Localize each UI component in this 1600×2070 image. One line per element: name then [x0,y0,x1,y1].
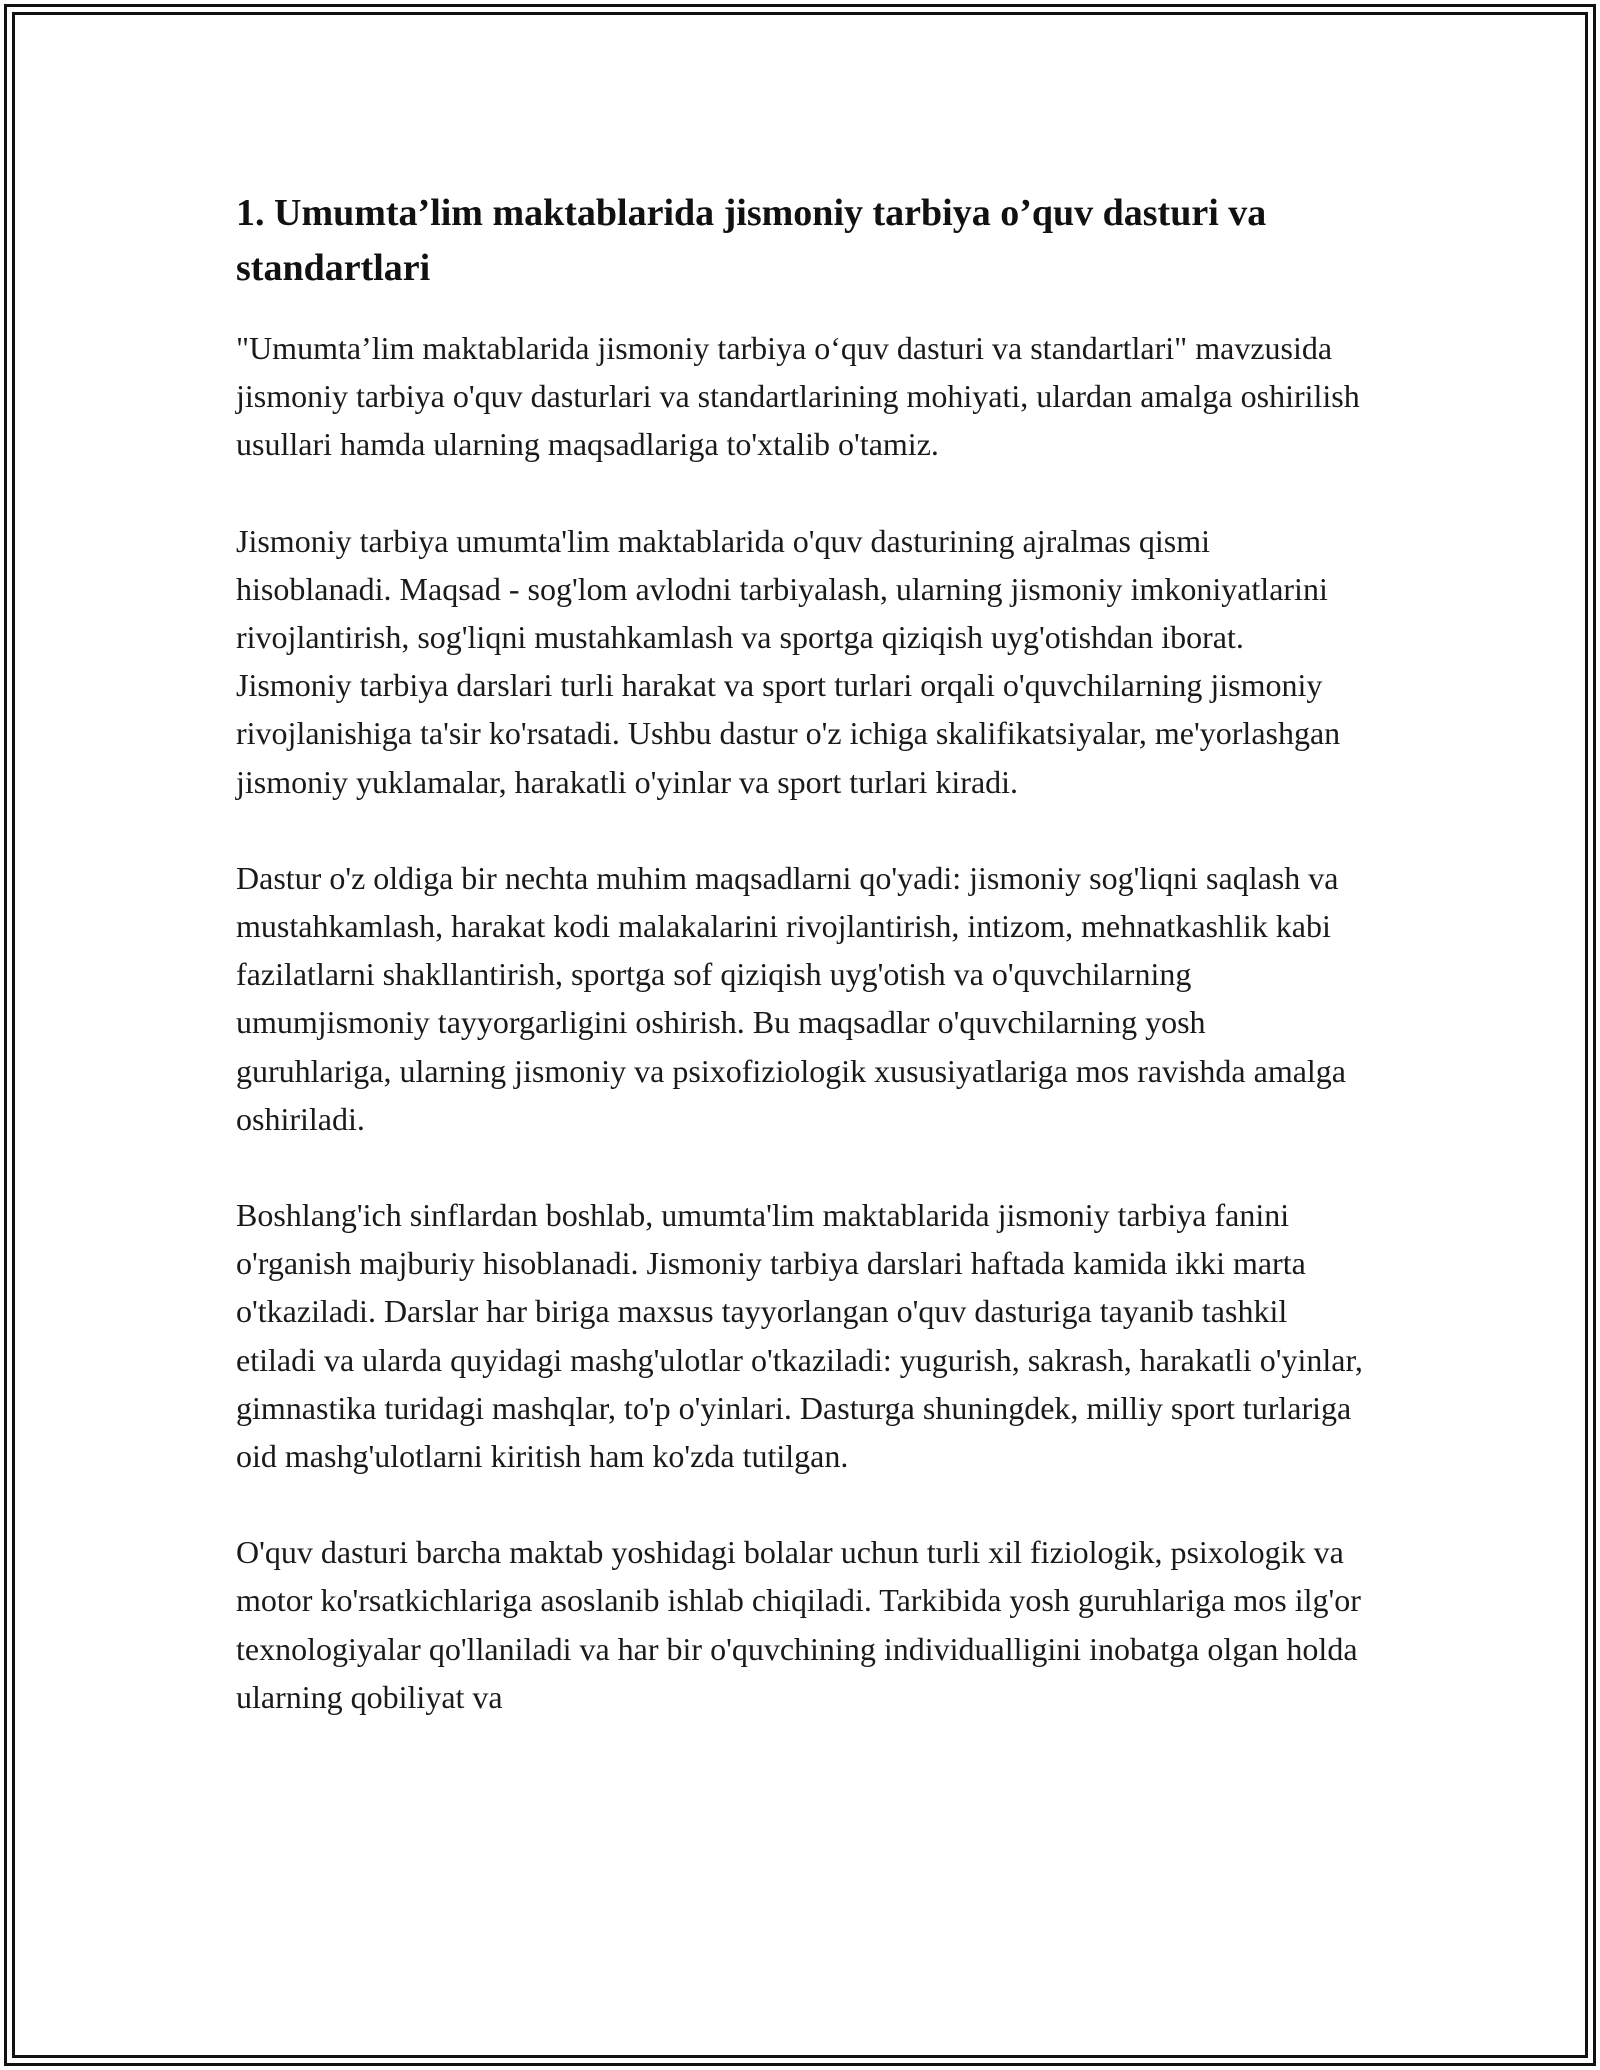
paragraph: Dastur o'z oldiga bir nechta muhim maqsadlarni qo'yadi: jismoniy sog'liqni saqlash va mustahkamlash, harakat kodi malakalarini rivojlantirish, intizom, mehnatkashlik kabi fazilatlarni shakllantirish, sportga sof qiziqish uyg'otish va o'quvchilarning umumjismoniy tayyorgarligini oshirish. Bu maqsadlar o'quvchilarning yosh guruhlariga, ularning jismoniy va psixofiziologik xususiyatlariga mos ravishda amalga oshiriladi. [236,859,1346,1137]
paragraph: "Umumta’lim maktablarida jismoniy tarbiya o‘quv dasturi va standartlari" mavzusida jismoniy tarbiya o'quv dasturlari va standartlarining mohiyati, ulardan amalga oshirilish usullari hamda ularning maqsadlariga to'xtalib o'tamiz. [236,330,1360,463]
document-body [236,186,1366,1769]
document-title: 1. Umumta’lim maktablarida jismoniy tarbiya o’quv dasturi va standartlari [236,192,1267,289]
paragraph: O'quv dasturi barcha maktab yoshidagi bolalar uchun turli xil fiziologik, psixologik va motor ko'rsatkichlariga asoslanib ishlab chiqiladi. Tarkibida yosh guruhlariga mos ilg'or texnologiyalar qo'llaniladi va har bir o'quvchining individualligini inobatga olgan holda ularning qobiliyat va [236,1534,1361,1715]
paragraph: Jismoniy tarbiya umumta'lim maktablarida o'quv dasturining ajralmas qismi hisoblanadi. Maqsad - sog'lom avlodni tarbiyalash, ularning jismoniy imkoniyatlarini rivojlantirish, sog'liqni mustahkamlash va sportga qiziqish uyg'otishdan iborat. Jismoniy tarbiya darslari turli harakat va sport turlari orqali o'quvchilarning jismoniy rivojlanishiga ta'sir ko'rsatadi. Ushbu dastur o'z ichiga skalifikatsiyalar, me'yorlashgan jismoniy yuklamalar, harakatli o'yinlar va sport turlari kiradi. [236,522,1341,800]
paragraph: Boshlang'ich sinflardan boshlab, umumta'lim maktablarida jismoniy tarbiya fanini o'rganish majburiy hisoblanadi. Jismoniy tarbiya darslari haftada kamida ikki marta o'tkaziladi. Darslar har biriga maxsus tayyorlangan o'quv dasturiga tayanib tashkil etiladi va ularda quyidagi mashg'ulotlar o'tkaziladi: yugurish, sakrash, harakatli o'yinlar, gimnastika turidagi mashqlar, to'p o'yinlari. Dasturga shuningdek, milliy sport turlariga oid mashg'ulotlarni kiritish ham ko'zda tutilgan. [236,1197,1363,1475]
